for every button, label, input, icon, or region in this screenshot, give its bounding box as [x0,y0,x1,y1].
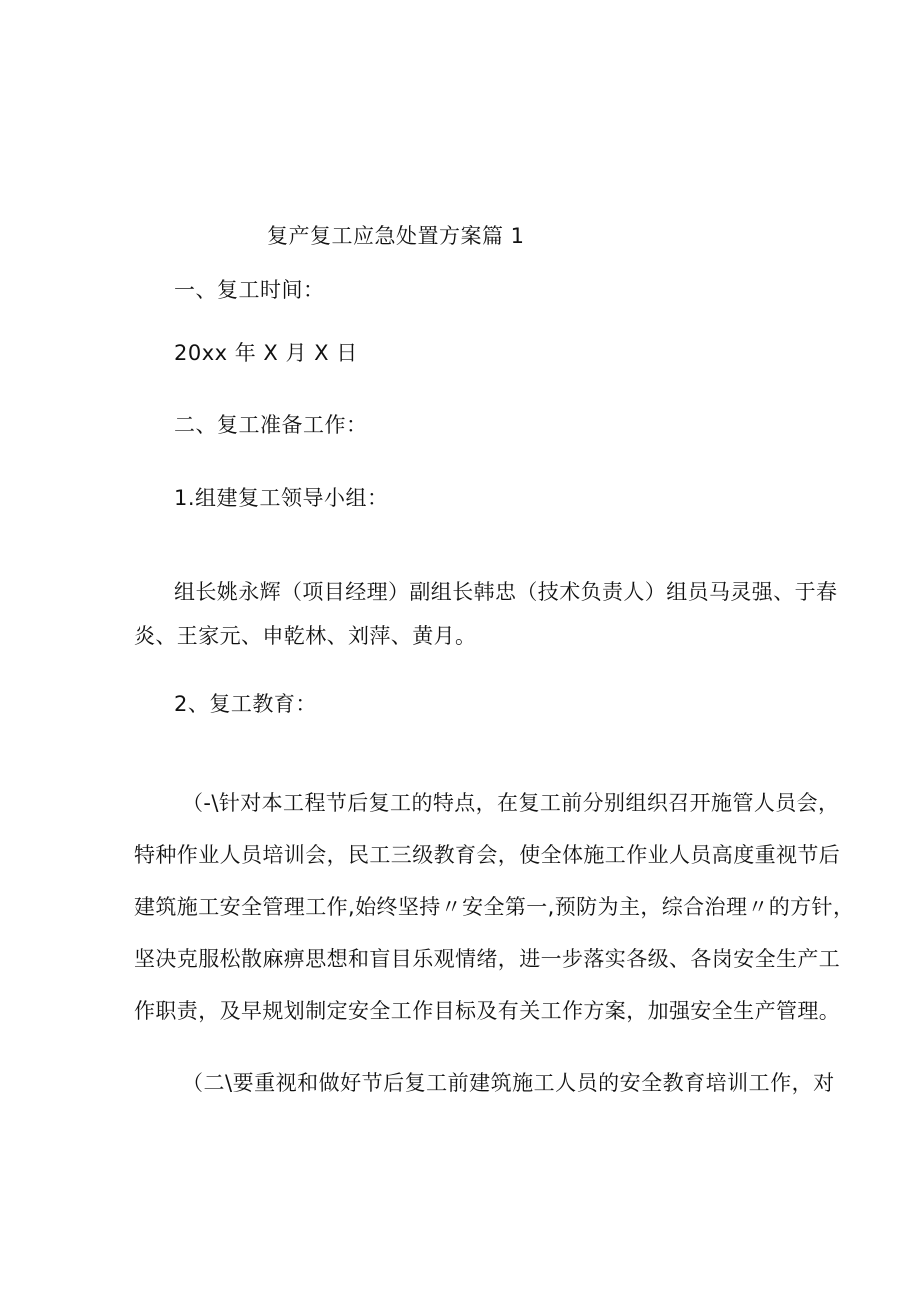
item-heading-education: 2、复工教育： [174,692,317,716]
paragraph-line: 坚决克服松散麻痹思想和盲目乐观情绪，进一步落实各级、各岗安全生产工 [134,947,841,971]
document-title: 复产复工应急处置方案篇 1 [267,224,525,248]
reopen-date: 20xx 年 X 月 X 日 [174,341,358,365]
section-heading-reopen-time: 一、复工时间： [174,278,325,302]
education-paragraph-2-start: （二\要重视和做好节后复工前建筑施工人员的安全教育培训工作，对 [182,1071,835,1095]
paragraph-line: 组长姚永辉（项目经理）副组长韩忠（技术负责人）组员马灵强、于春 [174,580,838,604]
section-heading-preparation: 二、复工准备工作： [174,413,368,437]
paragraph-line: （-\针对本工程节后复工的特点，在复工前分别组织召开施管人员会， [182,791,840,815]
education-paragraph-1 [134,777,855,1037]
paragraph-line: 作职责，及早规划制定安全工作目标及有关工作方案，加强安全生产管理。 [134,999,841,1023]
paragraph-line: 建筑施工安全管理工作,始终坚持〃安全第一,预防为主，综合治理〃的方针， [134,895,855,919]
paragraph-line: 炎、王家元、申乾林、刘萍、黄月。 [134,624,477,648]
paragraph-line: 特种作业人员培训会，民工三级教育会，使全体施工作业人员高度重视节后 [134,843,841,867]
item-heading-leadership-group: 1.组建复工领导小组： [174,486,389,510]
leadership-group-members [134,570,838,658]
